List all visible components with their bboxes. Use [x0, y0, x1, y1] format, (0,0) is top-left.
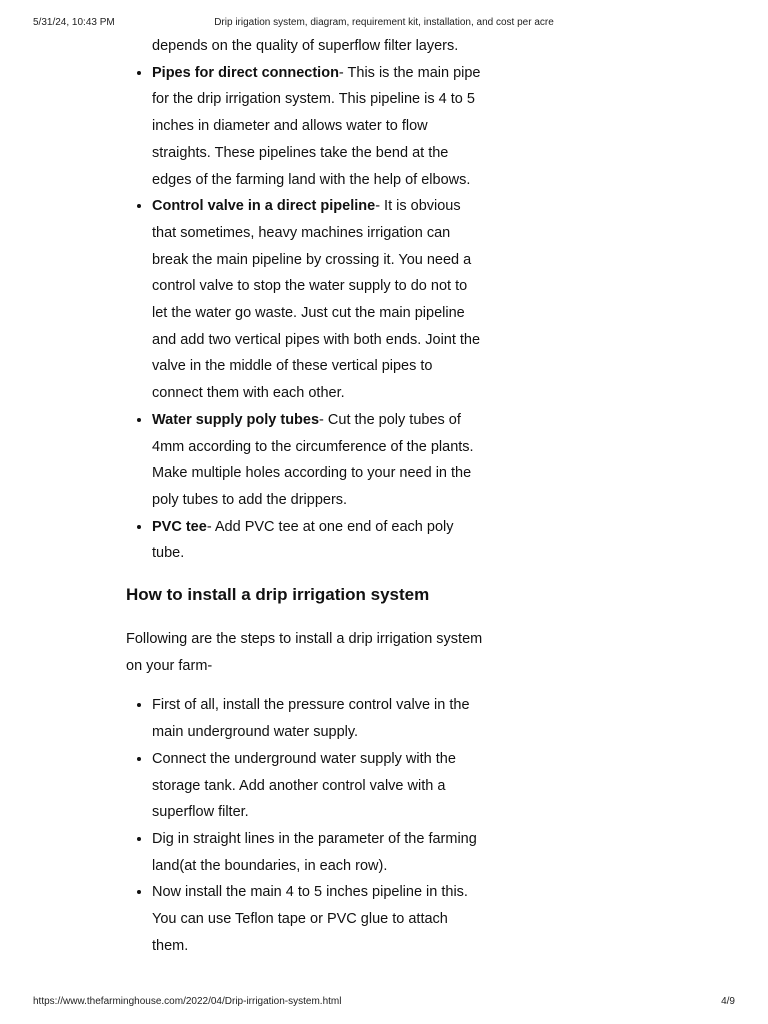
print-header: [33, 16, 735, 30]
print-page-title: Drip irigation system, diagram, requirement kit, installation, and cost per acre: [214, 17, 554, 28]
list-item-text: - It is obvious that sometimes, heavy machines irrigation can break the main pipeline by crossing it. You need a control valve to stop the water supply to do not to let the water go waste. Just cut the main pipeline and add two vertical pipes with both ends. Joint the valve in the middle of these vertical pipes to connect them with each other.: [152, 198, 481, 402]
continued-paragraph: depends on the quality of superflow filter layers.: [152, 38, 459, 54]
list-item-term: Pipes for direct connection: [152, 64, 339, 81]
list-item: • Now install the main 4 to 5 inches pipeline in this. You can use Teflon tape or PVC glue to attach them.: [152, 879, 486, 959]
requirements-list: [126, 60, 486, 567]
article-content: [126, 33, 486, 960]
install-heading: How to install a drip irrigation system: [126, 585, 430, 605]
list-item-text: - This is the main pipe for the drip irrigation system. This pipeline is 4 to 5 inches in diameter and allows water to flow straights. These pipelines take the bend at the edges of the farming land with the help of elbows.: [152, 64, 481, 188]
list-item: • Dig in straight lines in the parameter of the farming land(at the boundaries, in each row).: [152, 826, 486, 879]
print-url: https://www.thefarminghouse.com/2022/04/Drip-irrigation-system.html: [33, 996, 342, 1007]
print-date: 5/31/24, 10:43 PM: [33, 17, 115, 28]
install-steps-list: [126, 692, 486, 959]
list-item-text: - Cut the poly tubes of 4mm according to the circumference of the plants. Make multiple holes according to your need in the poly tubes to add the drippers.: [152, 411, 474, 508]
list-item-term: Water supply poly tubes: [152, 411, 320, 428]
list-item: [152, 193, 486, 407]
list-item-term: Control valve in a direct pipeline: [152, 198, 376, 215]
list-item: [152, 60, 486, 194]
list-item: • Connect the underground water supply with the storage tank. Add another control valve with a superflow filter.: [152, 746, 486, 826]
list-item-term: PVC tee: [152, 518, 207, 535]
print-footer: [33, 995, 735, 1009]
list-item: [152, 514, 486, 567]
page-number: 4/9: [721, 996, 735, 1007]
install-intro: Following are the steps to install a drip irrigation system on your farm-: [126, 631, 483, 674]
list-item-text: - Add PVC tee at one end of each poly tube.: [152, 518, 454, 562]
list-item: • First of all, install the pressure control valve in the main underground water supply.: [152, 692, 486, 745]
list-item: [152, 407, 486, 514]
